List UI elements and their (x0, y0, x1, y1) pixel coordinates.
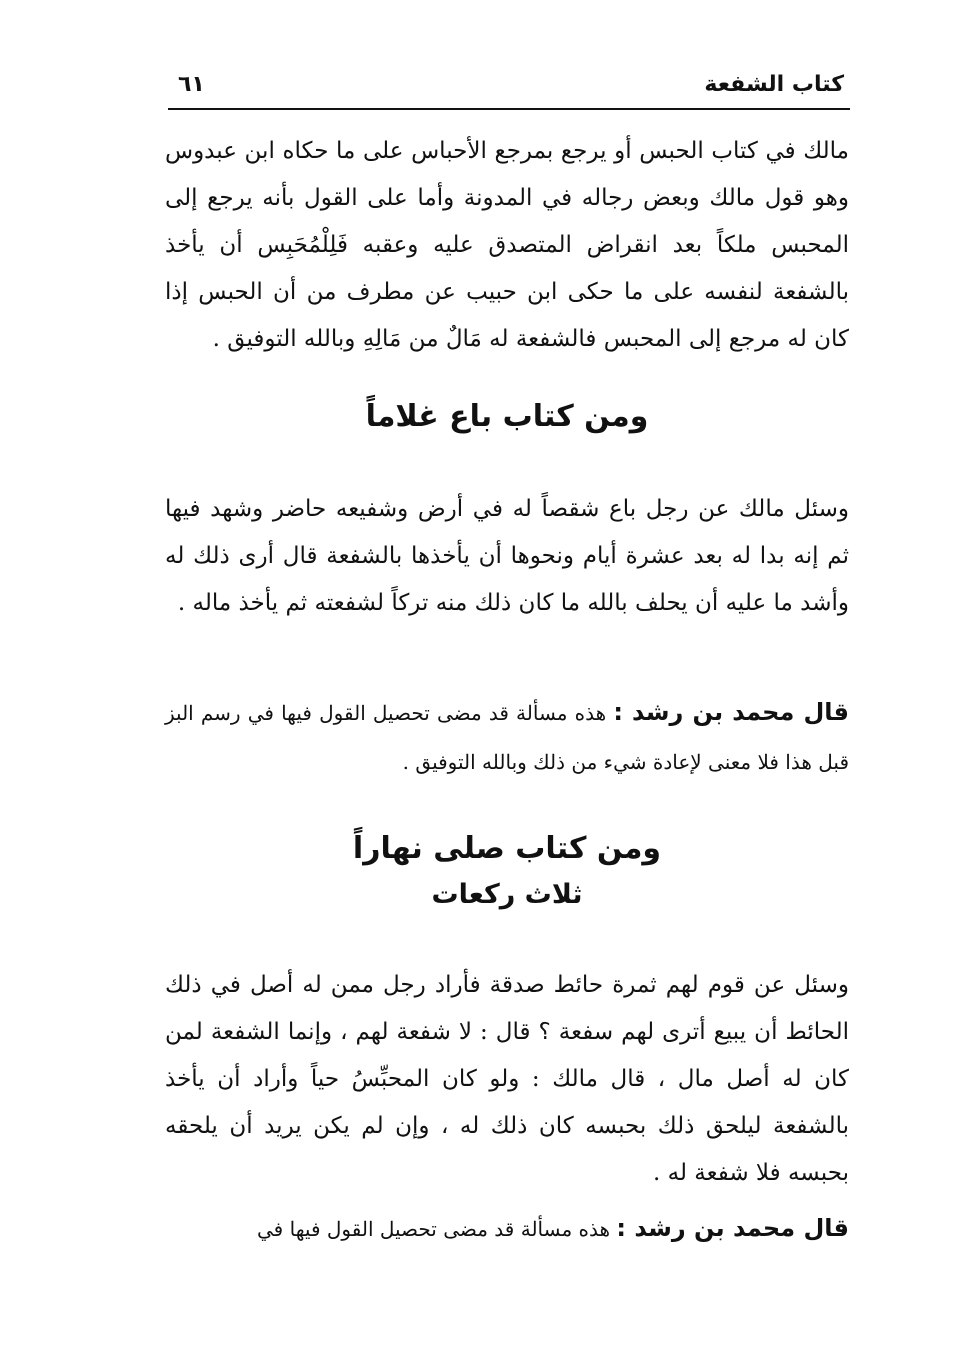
section-heading-2-line-2: ثلاث ركعات (431, 879, 583, 910)
commentary-lead-2: قال محمد بن رشد : (616, 1214, 849, 1242)
section-heading-2 (165, 826, 849, 918)
page-number: ٦١ (178, 72, 205, 97)
paragraph-4: وسئل عن قوم لهم ثمرة حائط صدقة فأراد رجل ممن له أصل في ذلك الحائط أن يبيع أترى لهم سفعة ؟ قال : لا شفعة لهم ، وإنما الشفعة لمن كان له أصل مال ، قال مالك : ولو كان المحبِّسُ حياً وأراد أن يأخذ بالشفعة ليلحق ذلك بحبسه كان ذلك له ، وإن لم يكن يريد أن يلحقه بحبسه فلا شفعة له . (165, 972, 849, 1186)
paragraph-3 (165, 688, 849, 787)
commentary-text-2: هذه مسألة قد مضى تحصيل القول فيها في (257, 1217, 611, 1241)
section-heading-1: ومن كتاب باع غلاماً (365, 399, 649, 434)
paragraph-5 (165, 1204, 849, 1254)
commentary-text: هذه مسألة قد مضى تحصيل القول فيها في رسم البز قبل هذا فلا معنى لإعادة شيء من ذلك وبالله التوفيق . (165, 701, 849, 774)
paragraph-1: مالك في كتاب الحبس أو يرجع بمرجع الأحباس على ما حكاه ابن عبدوس وهو قول مالك وبعض رجاله في المدونة وأما على القول بأنه يرجع إلى المحبس ملكاً بعد انقراض المتصدق عليه وعقبه فَلِلْمُحَبِس أن يأخذ بالشفعة لنفسه على ما حكى ابن حبيب عن مطرف من أن الحبس إذا كان له مرجع إلى المحبس فالشفعة له مَالٌ من مَالِهِ وبالله التوفيق . (165, 138, 849, 352)
page-header (168, 70, 848, 108)
header-divider (168, 108, 850, 110)
paragraph-2: وسئل مالك عن رجل باع شقصاً له في أرض وشفيعه حاضر وشهد فيها ثم إنه بدا له بعد عشرة أيام ونحوها أن يأخذها بالشفعة قال أرى ذلك له وأشد ما عليه أن يحلف بالله ما كان ذلك منه تركاً لشفعته ثم يأخذ ماله . (165, 496, 849, 616)
commentary-lead: قال محمد بن رشد : (613, 698, 849, 726)
running-title: كتاب الشفعة (704, 72, 844, 97)
section-heading-2-line-1: ومن كتاب صلى نهاراً (352, 831, 662, 866)
